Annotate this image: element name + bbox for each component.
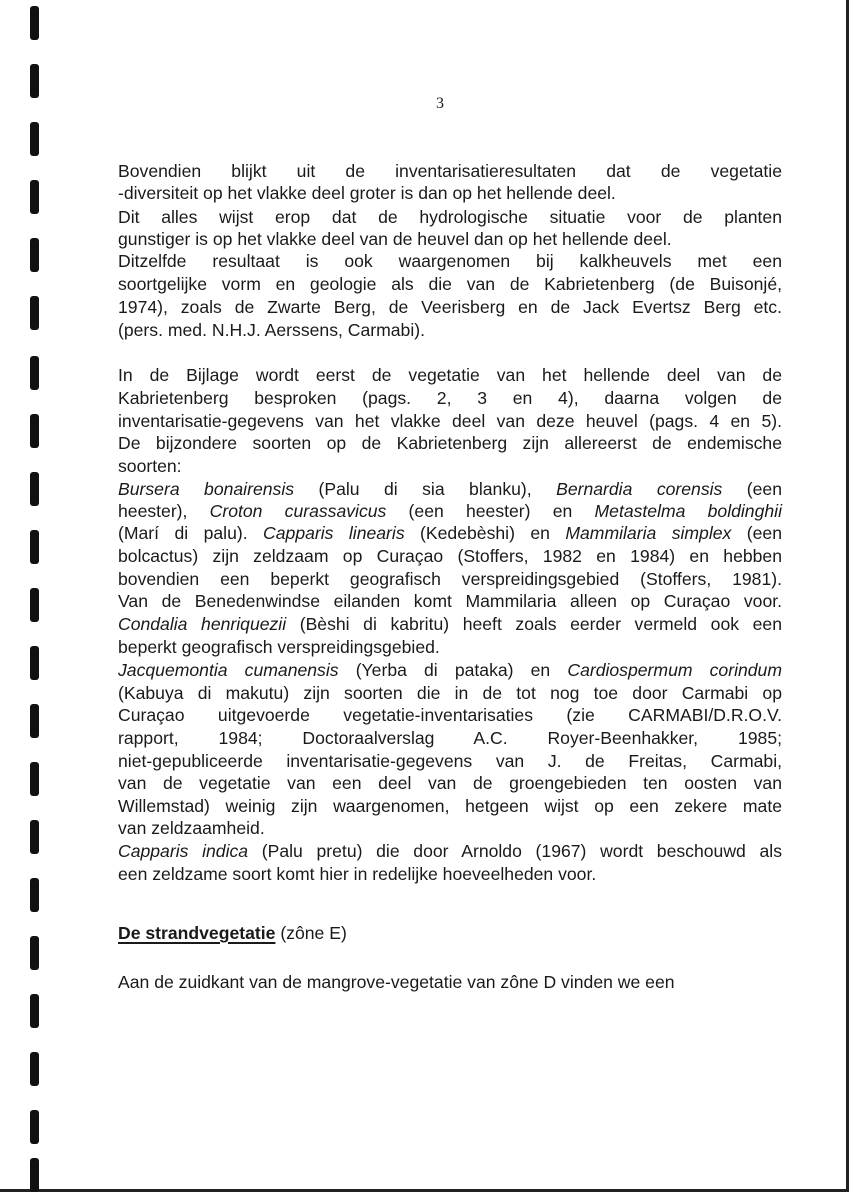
binding-hole	[30, 1158, 39, 1192]
text-line: Capparis indica (Palu pretu) die door Arnoldo (1967) wordt beschouwd als	[118, 841, 782, 861]
text-line: Condalia henriquezii (Bèshi di kabritu) heeft zoals eerder vermeld ook een	[118, 614, 782, 634]
text-line: soortgelijke vorm en geologie als die van de Kabrietenberg (de Buisonjé,	[118, 274, 782, 294]
text-line: van de vegetatie van een deel van de groengebieden ten oosten van	[118, 773, 782, 793]
text-line: In de Bijlage wordt eerst de vegetatie van het hellende deel van de	[118, 365, 782, 385]
species-name: Condalia henriquezii	[118, 614, 287, 634]
binding-hole	[30, 414, 39, 448]
section-title: De strandvegetatie	[118, 923, 276, 943]
species-name: Cardiospermum corindum	[567, 660, 782, 680]
binding-hole	[30, 530, 39, 564]
text-line: gunstiger is op het vlakke deel van de heuvel dan op het hellende deel.	[118, 229, 672, 249]
text-line: Bovendien blijkt uit de inventarisatieresultaten dat de vegetatie	[118, 161, 782, 181]
text-line: Ditzelfde resultaat is ook waargenomen bij kalkheuvels met een	[118, 251, 782, 271]
text-line: (pers. med. N.H.J. Aerssens, Carmabi).	[118, 320, 425, 340]
text-line: niet-gepubliceerde inventarisatie-gegevens van J. de Freitas, Carmabi,	[118, 751, 782, 771]
text-line: Willemstad) weinig zijn waargenomen, hetgeen wijst op een zekere mate	[118, 796, 782, 816]
species-name: Croton curassavicus	[209, 501, 387, 521]
text-line: Kabrietenberg besproken (pags. 2, 3 en 4), daarna volgen de	[118, 388, 782, 408]
text-line: (Kabuya di makutu) zijn soorten die in de tot nog toe door Carmabi op	[118, 683, 782, 703]
species-name: Jacquemontia cumanensis	[118, 660, 339, 680]
text-line: bolcactus) zijn zeldzaam op Curaçao (Stoffers, 1982 en 1984) en hebben	[118, 546, 782, 566]
binding-hole	[30, 472, 39, 506]
binding-hole	[30, 122, 39, 156]
section-heading	[118, 923, 347, 944]
binding-hole	[30, 64, 39, 98]
page-number: 3	[436, 95, 444, 112]
text-line: Van de Benedenwindse eilanden komt Mammilaria alleen op Curaçao voor.	[118, 591, 782, 611]
binding-hole	[30, 238, 39, 272]
section-zone: (zône E)	[275, 923, 347, 943]
text-line: De bijzondere soorten op de Kabrietenberg zijn allereerst de endemische	[118, 433, 782, 453]
text-line: rapport, 1984; Doctoraalverslag A.C. Royer-Beenhakker, 1985;	[118, 728, 782, 748]
binding-hole	[30, 6, 39, 40]
text-line: soorten:	[118, 456, 182, 476]
text-line: Dit alles wijst erop dat de hydrologische situatie voor de planten	[118, 207, 782, 227]
binding-hole	[30, 936, 39, 970]
text-line: een zeldzame soort komt hier in redelijke hoeveelheden voor.	[118, 864, 597, 884]
binding-hole	[30, 820, 39, 854]
text-line: Jacquemontia cumanensis (Yerba di pataka) en Cardiospermum corindum	[118, 660, 782, 680]
binding-holes	[28, 0, 44, 1193]
text-line: 1974), zoals de Zwarte Berg, de Veerisberg en de Jack Evertsz Berg etc.	[118, 297, 782, 317]
species-name: Bernardia corensis	[556, 479, 723, 499]
text-line: beperkt geografisch verspreidingsgebied.	[118, 637, 440, 657]
species-name: Metastelma boldinghii	[594, 501, 782, 521]
text-line: bovendien een beperkt geografisch verspreidingsgebied (Stoffers, 1981).	[118, 569, 782, 589]
species-name: Mammilaria simplex	[565, 523, 732, 543]
binding-hole	[30, 704, 39, 738]
text-line: inventarisatie-gegevens van het vlakke deel van deze heuvel (pags. 4 en 5).	[118, 411, 782, 431]
binding-hole	[30, 180, 39, 214]
text-line: Bursera bonairensis (Palu di sia blanku), Bernardia corensis (een	[118, 479, 782, 499]
binding-hole	[30, 588, 39, 622]
binding-hole	[30, 994, 39, 1028]
binding-hole	[30, 646, 39, 680]
species-name: Capparis linearis	[263, 523, 405, 543]
binding-hole	[30, 1052, 39, 1086]
text-line: Aan de zuidkant van de mangrove-vegetatie van zône D vinden we een	[118, 972, 675, 992]
binding-hole	[30, 296, 39, 330]
species-name: Capparis indica	[118, 841, 249, 861]
text-line: Curaçao uitgevoerde vegetatie-inventarisaties (zie CARMABI/D.R.O.V.	[118, 705, 782, 725]
text-line: van zeldzaamheid.	[118, 818, 265, 838]
binding-hole	[30, 356, 39, 390]
binding-hole	[30, 1110, 39, 1144]
text-line: heester), Croton curassavicus (een heester) en Metastelma boldinghii	[118, 501, 782, 521]
species-name: Bursera bonairensis	[118, 479, 295, 499]
text-line: -diversiteit op het vlakke deel groter is dan op het hellende deel.	[118, 183, 616, 203]
text-line: (Marí di palu). Capparis linearis (Kedebèshi) en Mammilaria simplex (een	[118, 523, 782, 543]
binding-hole	[30, 878, 39, 912]
binding-hole	[30, 762, 39, 796]
